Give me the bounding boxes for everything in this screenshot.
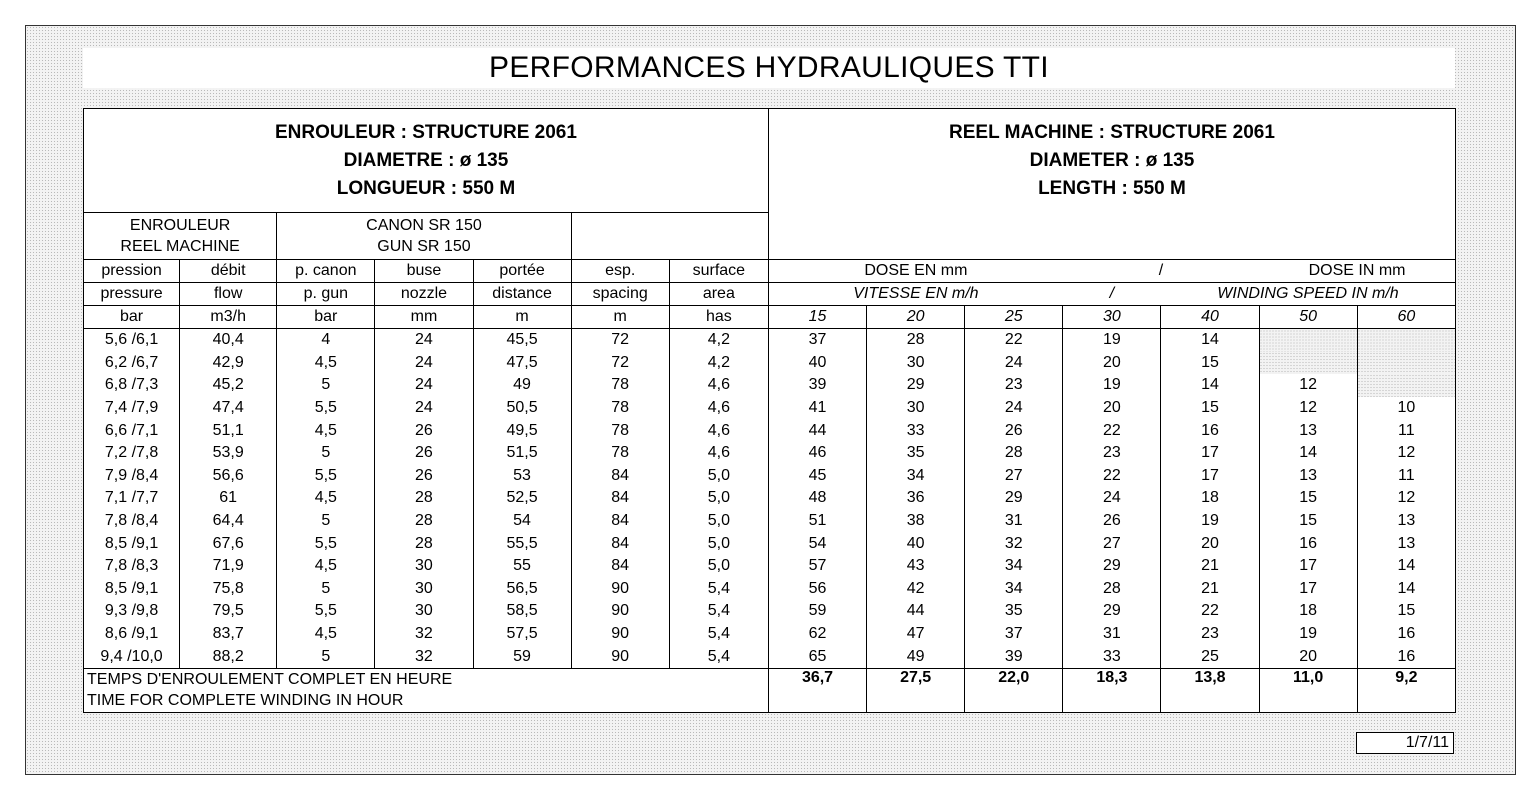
cell: 17 — [1161, 465, 1259, 488]
cell: 11 — [1357, 465, 1455, 488]
cell: 7,4 /7,9 — [84, 397, 180, 420]
header-fr — [84, 109, 769, 213]
col-en-4: distance — [473, 283, 571, 306]
cell: 84 — [571, 465, 669, 488]
cell: 35 — [867, 442, 965, 465]
cell: 45 — [768, 465, 866, 488]
cell: 49,5 — [473, 419, 571, 442]
dose-separator: / — [1063, 260, 1259, 283]
speed-fr-label: VITESSE EN m/h — [768, 283, 1062, 306]
cell: 29 — [965, 487, 1063, 510]
cell: 4,2 — [669, 329, 768, 352]
unit-6: has — [669, 306, 768, 329]
winding-time-5: 11,0 — [1259, 668, 1357, 712]
cell: 7,8 /8,3 — [84, 555, 180, 578]
cell: 24 — [375, 352, 473, 375]
cell: 30 — [375, 600, 473, 623]
cell: 5 — [277, 374, 375, 397]
cell: 15 — [1357, 600, 1455, 623]
cell: 24 — [375, 329, 473, 352]
cell: 18 — [1161, 487, 1259, 510]
cell: 18 — [1259, 600, 1357, 623]
speed-30: 30 — [1063, 306, 1161, 329]
cell: 62 — [768, 623, 866, 646]
cell: 44 — [867, 600, 965, 623]
cell: 29 — [1063, 555, 1161, 578]
cell: 23 — [1063, 442, 1161, 465]
cell: 13 — [1357, 532, 1455, 555]
cell: 28 — [375, 487, 473, 510]
cell: 26 — [375, 419, 473, 442]
cell: 9,4 /10,0 — [84, 645, 180, 668]
col-en-5: spacing — [571, 283, 669, 306]
cell: 39 — [965, 645, 1063, 668]
cell: 16 — [1259, 532, 1357, 555]
cell: 12 — [1357, 442, 1455, 465]
cell: 27 — [965, 465, 1063, 488]
cell: 45,2 — [180, 374, 277, 397]
cell: 33 — [867, 419, 965, 442]
table-row — [84, 623, 1456, 646]
cell: 44 — [768, 419, 866, 442]
cell: 55,5 — [473, 532, 571, 555]
cell: 90 — [571, 645, 669, 668]
cell: 55 — [473, 555, 571, 578]
cell — [1357, 352, 1455, 375]
header-en-diameter: DIAMETER : ø 135 — [1029, 149, 1195, 171]
cell: 78 — [571, 397, 669, 420]
cell: 12 — [1259, 374, 1357, 397]
cell: 42,9 — [180, 352, 277, 375]
date-stamp: 1/7/11 — [1356, 732, 1454, 754]
unit-3: mm — [375, 306, 473, 329]
col-en-3: nozzle — [375, 283, 473, 306]
speed-60: 60 — [1357, 306, 1455, 329]
cell: 20 — [1063, 397, 1161, 420]
unit-4: m — [473, 306, 571, 329]
cell: 84 — [571, 487, 669, 510]
cell: 24 — [1063, 487, 1161, 510]
table-row — [84, 578, 1456, 601]
cell: 29 — [867, 374, 965, 397]
cell: 4,2 — [669, 352, 768, 375]
cell: 15 — [1161, 352, 1259, 375]
cell: 14 — [1259, 442, 1357, 465]
cell: 24 — [375, 397, 473, 420]
cell: 7,2 /7,8 — [84, 442, 180, 465]
cell: 16 — [1357, 623, 1455, 646]
header-en-length: LENGTH : 550 M — [1038, 177, 1186, 199]
col-en-1: flow — [180, 283, 277, 306]
cell: 64,4 — [180, 510, 277, 533]
winding-time-en-label: TIME FOR COMPLETE WINDING IN HOUR — [84, 690, 769, 712]
cell: 4,6 — [669, 397, 768, 420]
cell: 5,4 — [669, 600, 768, 623]
cell: 54 — [473, 510, 571, 533]
cell: 20 — [1161, 532, 1259, 555]
cell: 4 — [277, 329, 375, 352]
cell: 84 — [571, 555, 669, 578]
cell: 56,6 — [180, 465, 277, 488]
cell: 14 — [1357, 555, 1455, 578]
cell — [1357, 329, 1455, 352]
winding-time-0: 36,7 — [768, 668, 866, 712]
cell: 58,5 — [473, 600, 571, 623]
cell: 30 — [867, 352, 965, 375]
cell: 41 — [768, 397, 866, 420]
cell: 7,9 /8,4 — [84, 465, 180, 488]
cell: 56,5 — [473, 578, 571, 601]
cell: 36 — [867, 487, 965, 510]
col-en-0: pressure — [84, 283, 180, 306]
cell: 13 — [1259, 465, 1357, 488]
cell: 4,6 — [669, 442, 768, 465]
cell: 83,7 — [180, 623, 277, 646]
cell: 48 — [768, 487, 866, 510]
cell: 23 — [965, 374, 1063, 397]
cell: 24 — [965, 397, 1063, 420]
cell: 47,4 — [180, 397, 277, 420]
speed-20: 20 — [867, 306, 965, 329]
cell: 4,5 — [277, 419, 375, 442]
cell: 30 — [375, 578, 473, 601]
cell: 5,0 — [669, 465, 768, 488]
cell: 75,8 — [180, 578, 277, 601]
cell: 51,1 — [180, 419, 277, 442]
winding-time-1: 27,5 — [867, 668, 965, 712]
cell: 6,2 /6,7 — [84, 352, 180, 375]
table-row — [84, 329, 1456, 352]
cell: 21 — [1161, 555, 1259, 578]
cell: 5,5 — [277, 397, 375, 420]
col-fr-4: portée — [473, 260, 571, 283]
cell: 5,0 — [669, 487, 768, 510]
cell: 28 — [867, 329, 965, 352]
cell: 28 — [965, 442, 1063, 465]
cell: 25 — [1161, 645, 1259, 668]
cell: 30 — [867, 397, 965, 420]
cell: 49 — [867, 645, 965, 668]
cell: 5,4 — [669, 645, 768, 668]
cell: 67,6 — [180, 532, 277, 555]
col-fr-2: p. canon — [277, 260, 375, 283]
cell: 22 — [1063, 419, 1161, 442]
cell: 61 — [180, 487, 277, 510]
cell: 78 — [571, 374, 669, 397]
cell: 79,5 — [180, 600, 277, 623]
unit-2: bar — [277, 306, 375, 329]
header-fr-structure: ENROULEUR : STRUCTURE 2061 — [275, 121, 577, 143]
cell: 22 — [965, 329, 1063, 352]
cell: 20 — [1259, 645, 1357, 668]
cell: 14 — [1161, 374, 1259, 397]
unit-0: bar — [84, 306, 180, 329]
cell: 5,4 — [669, 578, 768, 601]
cell: 4,6 — [669, 419, 768, 442]
cell: 12 — [1357, 487, 1455, 510]
cell: 13 — [1259, 419, 1357, 442]
cell: 56 — [768, 578, 866, 601]
cell: 34 — [965, 578, 1063, 601]
unit-5: m — [571, 306, 669, 329]
table-row — [84, 600, 1456, 623]
cell: 54 — [768, 532, 866, 555]
cell: 42 — [867, 578, 965, 601]
cell: 24 — [375, 374, 473, 397]
cell: 32 — [965, 532, 1063, 555]
cell: 26 — [375, 465, 473, 488]
cell: 5 — [277, 645, 375, 668]
cell: 40 — [768, 352, 866, 375]
cell: 59 — [473, 645, 571, 668]
cell: 8,5 /9,1 — [84, 532, 180, 555]
winding-time-4: 13,8 — [1161, 668, 1259, 712]
col-fr-5: esp. — [571, 260, 669, 283]
cell: 84 — [571, 510, 669, 533]
cell: 78 — [571, 419, 669, 442]
cell: 17 — [1161, 442, 1259, 465]
cell: 34 — [867, 465, 965, 488]
cell: 5,0 — [669, 555, 768, 578]
cell: 90 — [571, 600, 669, 623]
cell: 28 — [1063, 578, 1161, 601]
cell: 6,8 /7,3 — [84, 374, 180, 397]
cell: 4,6 — [669, 374, 768, 397]
cell: 37 — [768, 329, 866, 352]
cell: 5 — [277, 510, 375, 533]
performance-table — [83, 108, 1456, 713]
cell: 4,5 — [277, 555, 375, 578]
cell: 35 — [965, 600, 1063, 623]
cell: 47,5 — [473, 352, 571, 375]
cell: 57 — [768, 555, 866, 578]
table-row — [84, 419, 1456, 442]
cell: 53,9 — [180, 442, 277, 465]
cell — [1357, 374, 1455, 397]
table-row — [84, 352, 1456, 375]
cell: 4,5 — [277, 352, 375, 375]
col-en-2: p. gun — [277, 283, 375, 306]
cell: 32 — [375, 645, 473, 668]
cell: 16 — [1357, 645, 1455, 668]
cell: 37 — [965, 623, 1063, 646]
table-row — [84, 442, 1456, 465]
cell: 4,5 — [277, 487, 375, 510]
cell: 7,1 /7,7 — [84, 487, 180, 510]
cell: 15 — [1259, 487, 1357, 510]
cell — [1259, 352, 1357, 375]
cell: 4,5 — [277, 623, 375, 646]
cell: 29 — [1063, 600, 1161, 623]
cell: 40,4 — [180, 329, 277, 352]
cell: 34 — [965, 555, 1063, 578]
cell: 17 — [1259, 578, 1357, 601]
cell: 90 — [571, 623, 669, 646]
table-row — [84, 397, 1456, 420]
cell: 10 — [1357, 397, 1455, 420]
cell: 65 — [768, 645, 866, 668]
cell: 12 — [1259, 397, 1357, 420]
cell: 5 — [277, 442, 375, 465]
cell: 31 — [965, 510, 1063, 533]
table-row — [84, 510, 1456, 533]
cell: 22 — [1063, 465, 1161, 488]
header-fr-diameter: DIAMETRE : ø 135 — [343, 149, 509, 171]
cell: 28 — [375, 532, 473, 555]
winding-time-fr-label: TEMPS D'ENROULEMENT COMPLET EN HEURE — [84, 668, 769, 690]
winding-time-2: 22,0 — [965, 668, 1063, 712]
cell: 5,0 — [669, 532, 768, 555]
cell: 30 — [375, 555, 473, 578]
cell: 15 — [1259, 510, 1357, 533]
table-row — [84, 555, 1456, 578]
cell: 14 — [1161, 329, 1259, 352]
cell: 23 — [1161, 623, 1259, 646]
cell: 59 — [768, 600, 866, 623]
cell: 17 — [1259, 555, 1357, 578]
cell — [1259, 329, 1357, 352]
cell: 7,8 /8,4 — [84, 510, 180, 533]
col-fr-6: surface — [669, 260, 768, 283]
cell: 51 — [768, 510, 866, 533]
cell: 27 — [1063, 532, 1161, 555]
cell: 5,5 — [277, 532, 375, 555]
cell: 84 — [571, 532, 669, 555]
cell: 15 — [1161, 397, 1259, 420]
cell: 47 — [867, 623, 965, 646]
table-row — [84, 374, 1456, 397]
header-en-structure: REEL MACHINE : STRUCTURE 2061 — [949, 121, 1275, 143]
cell: 8,5 /9,1 — [84, 578, 180, 601]
cell: 78 — [571, 442, 669, 465]
table-row — [84, 487, 1456, 510]
cell: 5,4 — [669, 623, 768, 646]
cell: 5,0 — [669, 510, 768, 533]
cell: 71,9 — [180, 555, 277, 578]
speed-en-label: WINDING SPEED IN m/h — [1161, 283, 1456, 306]
cell: 26 — [965, 419, 1063, 442]
cell: 28 — [375, 510, 473, 533]
cell: 52,5 — [473, 487, 571, 510]
cell: 24 — [965, 352, 1063, 375]
cell: 49 — [473, 374, 571, 397]
cell: 6,6 /7,1 — [84, 419, 180, 442]
cell: 72 — [571, 329, 669, 352]
reel-machine-header: ENROULEUR REEL MACHINE — [84, 213, 277, 260]
table-row — [84, 465, 1456, 488]
winding-time-6: 9,2 — [1357, 668, 1455, 712]
cell: 14 — [1357, 578, 1455, 601]
col-fr-3: buse — [375, 260, 473, 283]
speed-15: 15 — [768, 306, 866, 329]
cell: 88,2 — [180, 645, 277, 668]
cell: 16 — [1161, 419, 1259, 442]
cell: 39 — [768, 374, 866, 397]
dose-en-label: DOSE IN mm — [1259, 260, 1455, 283]
cell: 26 — [375, 442, 473, 465]
cell: 32 — [375, 623, 473, 646]
cell: 19 — [1259, 623, 1357, 646]
cell: 21 — [1161, 578, 1259, 601]
speed-40: 40 — [1161, 306, 1259, 329]
cell: 57,5 — [473, 623, 571, 646]
cell: 51,5 — [473, 442, 571, 465]
page-title: PERFORMANCES HYDRAULIQUES TTI — [83, 48, 1455, 88]
gun-header: CANON SR 150 GUN SR 150 — [277, 213, 571, 260]
cell: 40 — [867, 532, 965, 555]
winding-time-3: 18,3 — [1063, 668, 1161, 712]
speed-25: 25 — [965, 306, 1063, 329]
unit-1: m3/h — [180, 306, 277, 329]
cell: 38 — [867, 510, 965, 533]
cell: 5,6 /6,1 — [84, 329, 180, 352]
header-fr-length: LONGUEUR : 550 M — [336, 177, 516, 199]
speed-separator: / — [1063, 283, 1161, 306]
cell: 45,5 — [473, 329, 571, 352]
table-row — [84, 645, 1456, 668]
cell: 9,3 /9,8 — [84, 600, 180, 623]
cell: 26 — [1063, 510, 1161, 533]
cell: 72 — [571, 352, 669, 375]
cell: 5,5 — [277, 465, 375, 488]
col-fr-0: pression — [84, 260, 180, 283]
cell: 20 — [1063, 352, 1161, 375]
cell: 19 — [1063, 329, 1161, 352]
cell: 11 — [1357, 419, 1455, 442]
cell: 13 — [1357, 510, 1455, 533]
cell: 19 — [1161, 510, 1259, 533]
cell: 50,5 — [473, 397, 571, 420]
cell: 5 — [277, 578, 375, 601]
col-fr-1: débit — [180, 260, 277, 283]
header-en — [768, 109, 1455, 213]
cell: 31 — [1063, 623, 1161, 646]
cell: 53 — [473, 465, 571, 488]
cell: 5,5 — [277, 600, 375, 623]
dose-fr-label: DOSE EN mm — [768, 260, 1062, 283]
cell: 19 — [1063, 374, 1161, 397]
cell: 90 — [571, 578, 669, 601]
cell: 46 — [768, 442, 866, 465]
cell: 8,6 /9,1 — [84, 623, 180, 646]
cell: 43 — [867, 555, 965, 578]
speed-50: 50 — [1259, 306, 1357, 329]
table-row — [84, 532, 1456, 555]
col-en-6: area — [669, 283, 768, 306]
cell: 22 — [1161, 600, 1259, 623]
cell: 33 — [1063, 645, 1161, 668]
